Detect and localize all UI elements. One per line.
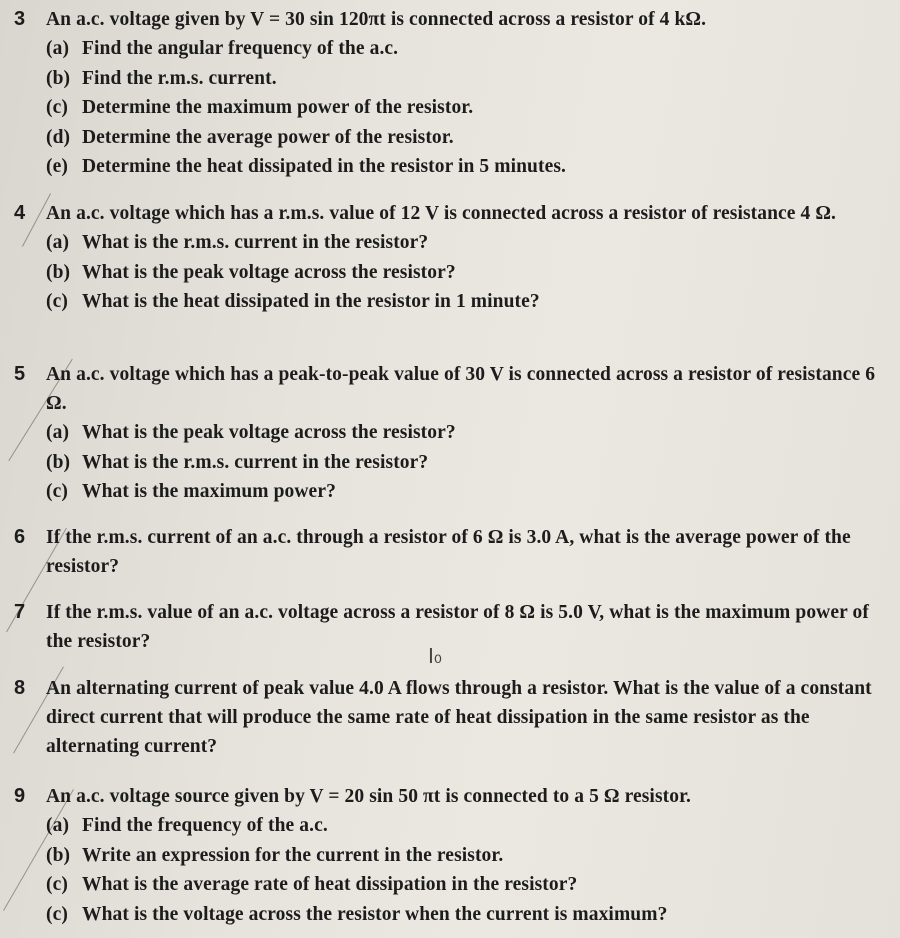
question-stem: An a.c. voltage source given by V = 20 sin 50 πt is connected to a 5 Ω resistor. (46, 786, 692, 807)
question-part: (c) Determine the maximum power of the resistor. (46, 97, 474, 118)
question-number: 4 (14, 202, 26, 224)
question-part: (a) Find the angular frequency of the a.c. (46, 38, 399, 59)
question-stem: An alternating current of peak value 4.0 A flows through a resistor. What is the value of a constant direct current that will produce the same rate of heat dissipation in the same resistor as the alternating current? (46, 678, 872, 757)
question-parts (46, 418, 884, 507)
question-part: (c) What is the maximum power? (46, 481, 336, 502)
question-number: 5 (14, 363, 26, 385)
question-part: (c) What is the voltage across the resistor when the current is maximum? (46, 903, 668, 925)
question-part: (b) Write an expression for the current in the resistor. (46, 844, 504, 866)
handwritten-annotation: I₀ (428, 644, 442, 668)
question-8 (14, 674, 884, 761)
question-7 (14, 598, 884, 656)
question-stem: An a.c. voltage which has a r.m.s. value of 12 V is connected across a resistor of resistance 4 Ω. (46, 203, 837, 224)
question-part: (b) What is the r.m.s. current in the resistor? (46, 451, 429, 473)
question-number: 3 (14, 8, 26, 30)
question-part: (d) Determine the average power of the resistor. (46, 126, 454, 148)
question-3 (14, 5, 884, 182)
question-parts (46, 34, 884, 182)
question-9 (14, 782, 884, 929)
question-6 (14, 523, 884, 581)
question-part: (a) Find the frequency of the a.c. (46, 815, 328, 836)
question-part: (a) What is the peak voltage across the resistor? (46, 422, 456, 443)
question-parts (46, 228, 884, 317)
question-5 (14, 360, 884, 507)
question-stem: If the r.m.s. current of an a.c. through a resistor of 6 Ω is 3.0 A, what is the average power of the resistor? (46, 527, 851, 577)
question-part: (c) What is the heat dissipated in the resistor in 1 minute? (46, 291, 540, 312)
question-parts (46, 811, 884, 929)
question-part: (a) What is the r.m.s. current in the resistor? (46, 232, 429, 253)
question-part: (b) What is the peak voltage across the resistor? (46, 261, 456, 283)
question-number: 8 (14, 677, 26, 699)
question-number: 9 (14, 785, 26, 807)
question-stem: An a.c. voltage which has a peak-to-peak value of 30 V is connected across a resistor of resistance 6 Ω. (46, 364, 876, 414)
question-number: 6 (14, 526, 26, 548)
question-stem: If the r.m.s. value of an a.c. voltage across a resistor of 8 Ω is 5.0 V, what is the maximum power of the resistor? (46, 602, 869, 652)
question-stem: An a.c. voltage given by V = 30 sin 120πt is connected across a resistor of 4 kΩ. (46, 9, 707, 30)
question-part: (e) Determine the heat dissipated in the resistor in 5 minutes. (46, 156, 566, 177)
question-part: (b) Find the r.m.s. current. (46, 67, 277, 89)
question-4 (14, 199, 884, 317)
question-number: 7 (14, 601, 26, 623)
question-part: (c) What is the average rate of heat dissipation in the resistor? (46, 874, 578, 895)
